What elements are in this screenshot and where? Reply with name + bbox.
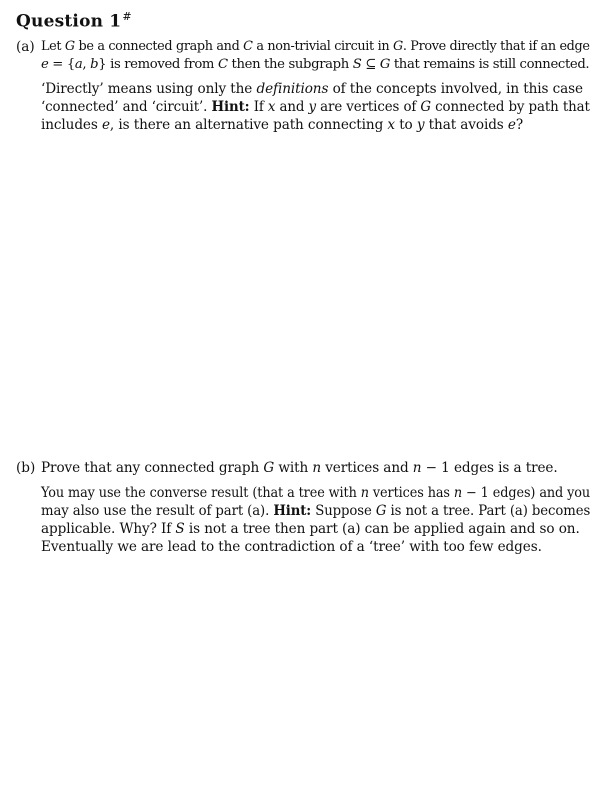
emph-definitions: definitions bbox=[256, 81, 329, 97]
math-G: G bbox=[420, 99, 432, 115]
text: applicable. Why? If bbox=[41, 521, 176, 537]
math-n: n bbox=[360, 485, 369, 501]
part-b-statement bbox=[41, 459, 558, 477]
math-G: G bbox=[64, 39, 75, 54]
math-x: x bbox=[387, 117, 395, 133]
math-C: C bbox=[217, 57, 228, 72]
math-n: n bbox=[412, 460, 422, 476]
text: connected by path that bbox=[431, 99, 590, 115]
text: of the concepts involved, in this case bbox=[328, 81, 583, 97]
text: ? bbox=[515, 117, 524, 133]
math-C: C bbox=[243, 39, 253, 54]
math-b: b bbox=[90, 57, 99, 72]
text: be a connected graph and bbox=[74, 39, 244, 54]
math-n: n bbox=[312, 460, 321, 476]
part-b-label: (b) bbox=[16, 460, 36, 476]
math-y: y bbox=[416, 117, 425, 133]
math-eq: = { bbox=[48, 57, 75, 72]
text: − 1 edges) and you bbox=[462, 485, 591, 501]
math-G: G bbox=[375, 503, 387, 519]
text: is not a tree then part (a) can be applied again and so on. bbox=[184, 521, 580, 537]
math-G: G bbox=[379, 57, 391, 72]
text: may also use the result of part (a). bbox=[41, 503, 274, 519]
math-G: G bbox=[392, 39, 403, 54]
text: − 1 edges is a tree. bbox=[421, 460, 558, 476]
text: that remains is still connected. bbox=[390, 57, 590, 72]
text: vertices and bbox=[321, 460, 413, 476]
question-title bbox=[16, 10, 132, 32]
text: , is there an alternative path connecting bbox=[109, 117, 388, 133]
math-G: G bbox=[263, 460, 275, 476]
math-S: S bbox=[175, 521, 185, 537]
text: a non-trivial circuit in bbox=[252, 39, 393, 54]
part-a-label: (a) bbox=[16, 39, 35, 55]
text: is removed from bbox=[106, 57, 218, 72]
text: Suppose bbox=[311, 503, 376, 519]
question-title-text: Question 1 bbox=[16, 11, 122, 32]
text: and bbox=[275, 99, 309, 115]
text: Eventually we are lead to the contradiction of a ‘tree’ with too few edges. bbox=[41, 539, 542, 555]
text: vertices has bbox=[368, 485, 454, 501]
text: ‘Directly’ means using only the bbox=[41, 81, 257, 97]
math-comma: , bbox=[82, 57, 91, 72]
part-a-explanation-line-2 bbox=[41, 98, 590, 116]
hint-label: Hint: bbox=[211, 99, 250, 115]
part-b-explanation-line-3 bbox=[41, 520, 580, 538]
text: ‘connected’ and ‘circuit’. bbox=[41, 99, 212, 115]
math-e: e bbox=[41, 57, 49, 72]
math-subseteq: ⊆ bbox=[361, 57, 380, 72]
part-b-explanation-line-2 bbox=[41, 502, 590, 520]
text: Prove that any connected graph bbox=[41, 460, 264, 476]
text: includes bbox=[41, 117, 102, 133]
text: You may use the converse result (that a tree with bbox=[41, 485, 361, 501]
text: with bbox=[274, 460, 313, 476]
text: Let bbox=[41, 39, 65, 54]
math-S: S bbox=[352, 57, 362, 72]
math-e: e bbox=[101, 117, 110, 133]
text: . Prove directly that if an edge bbox=[402, 39, 590, 54]
text: to bbox=[394, 117, 417, 133]
part-a-explanation-line-1 bbox=[41, 80, 583, 98]
question-title-mark: # bbox=[122, 10, 132, 23]
text: that avoids bbox=[424, 117, 508, 133]
text: is not a tree. Part (a) becomes bbox=[386, 503, 591, 519]
part-a-explanation-line-3 bbox=[41, 116, 523, 134]
math-x: x bbox=[267, 99, 276, 115]
math-close: } bbox=[98, 57, 107, 72]
math-n: n bbox=[453, 485, 463, 501]
hint-label: Hint: bbox=[273, 503, 312, 519]
math-y: y bbox=[308, 99, 317, 115]
text: are vertices of bbox=[316, 99, 421, 115]
math-e: e bbox=[507, 117, 516, 133]
part-a-statement-line-2 bbox=[41, 56, 589, 74]
text: then the subgraph bbox=[227, 57, 353, 72]
part-b-explanation-line-4 bbox=[41, 538, 542, 556]
math-a: a bbox=[74, 57, 83, 72]
text: If bbox=[249, 99, 268, 115]
part-a-statement-line-1 bbox=[41, 38, 590, 56]
part-b-explanation-line-1 bbox=[41, 484, 590, 502]
